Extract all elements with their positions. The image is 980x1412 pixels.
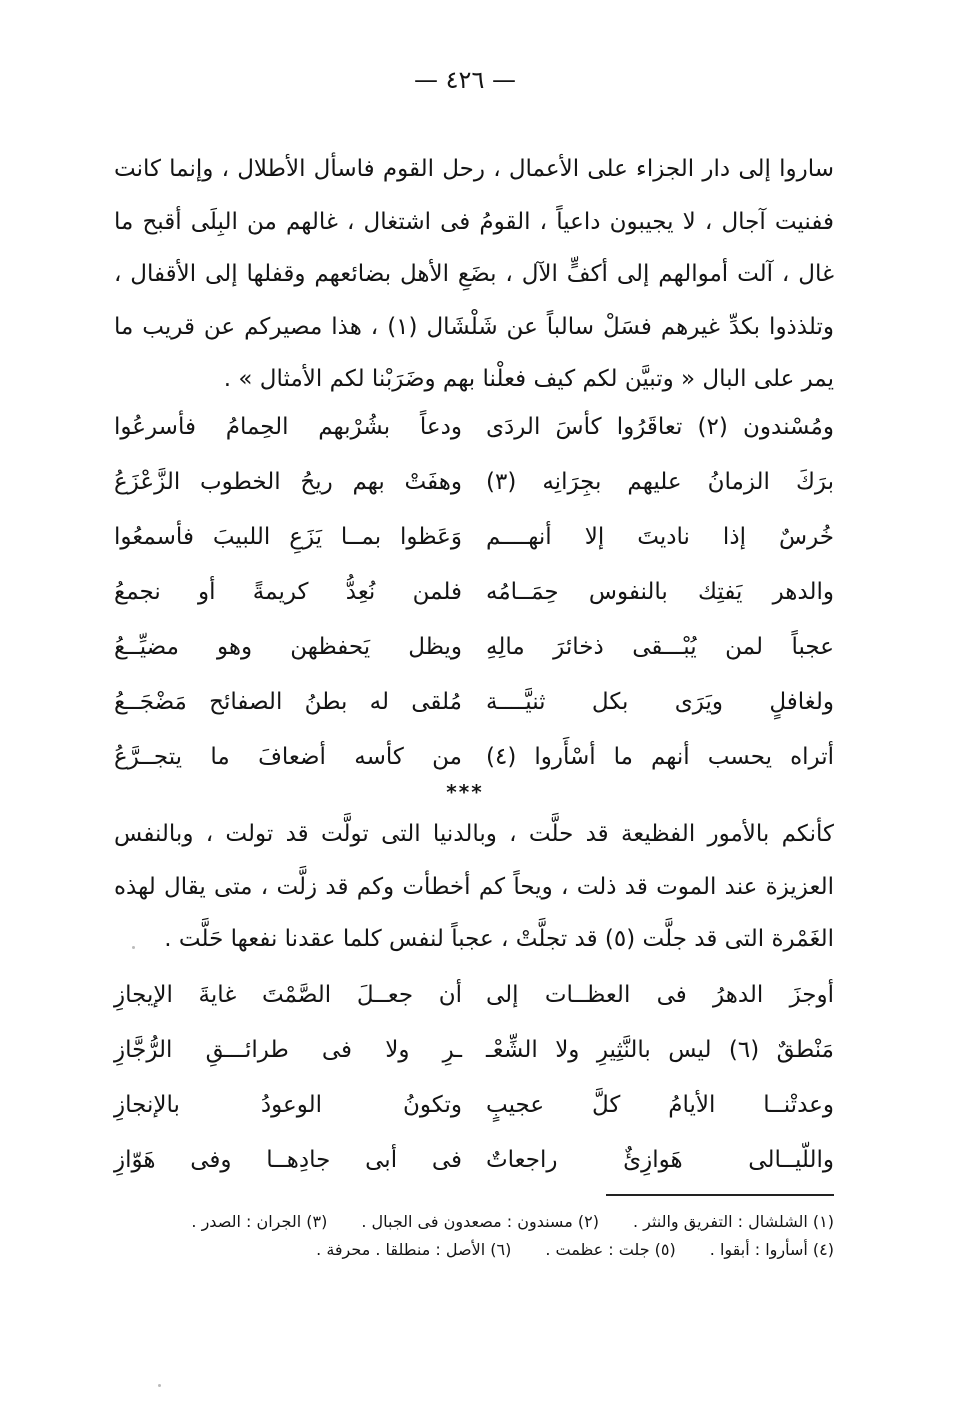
section-separator: ***	[446, 780, 484, 804]
first-hemistich: أوجزَ الدهرُ فى العظــات إلى	[486, 982, 834, 1008]
footnote: (١) الشلشال : التفريق والنثر .	[632, 1212, 834, 1231]
prose-paragraph-1: ساروا إلى دار الجزاء على الأعمال ، رحل القوم فاسأل الأطلال ، وإنما كانت ففنيت آجال ، لا يجيبون داعياً ، القومُ فى اشتغال ، غالهم من البِلَى أقبح ما غال ، آلت أموالهم إلى أكفٍّ الآل ، بضَعِ الأهل بضائعهم وقفلها إلى الأقفال ، وتلذذوا بكدِّ غيرهم فسَلْ سالباً عن شَلْشَال (١) ، هذا مصيركم عن قريب ما يمر على البال « وتبيَّن لكم كيف فعلْنا بهم وضَرَبْنا لكم الأمثال » .	[114, 156, 834, 392]
first-hemistich: مَنْطقٌ (٦) ليس بالنَّثِيرِ ولا الشِّعْـ	[486, 1037, 834, 1063]
poem-2	[114, 968, 834, 1188]
verse	[114, 400, 834, 455]
second-hemistich: مُلقى له بطنُ الصفائح مَضْجَــعُ	[114, 689, 462, 715]
verse	[114, 1133, 834, 1188]
scan-speck	[132, 946, 135, 949]
page-number: — ٤٢٦ —	[414, 66, 516, 94]
footnote: (٥) جلت : عظمت .	[545, 1240, 676, 1259]
second-hemistich: ودعاً بشُرْبهم الحِمامُ فأسرعُوا	[114, 414, 462, 440]
first-hemistich: أتراه يحسب أنهم ما أسْأَروا (٤)	[486, 744, 834, 770]
verse	[114, 565, 834, 620]
verse	[114, 968, 834, 1023]
first-hemistich: والدهر يَفتِك بالنفوس حِمَــامُه	[486, 579, 834, 605]
first-hemistich: برَكَ الزمانُ عليهم بجِرَانِه (٣)	[486, 469, 834, 495]
verse	[114, 620, 834, 675]
footnote: (٤) أسأروا : أبقوا .	[709, 1240, 834, 1259]
first-hemistich: ولغافلٍ ويَرَى بكل ثنيَّــــة	[486, 689, 834, 715]
second-hemistich: فى أبى جادِهــا وفى هَوّازِ	[114, 1147, 462, 1173]
verse	[114, 1078, 834, 1133]
footnote: (٦) الأصل : منطلقا . محرفة .	[316, 1240, 512, 1259]
second-hemistich: وَعَظوا بمــا يَزَعِ اللبيبَ فأسمعُوا	[114, 524, 462, 550]
verse	[114, 455, 834, 510]
second-hemistich: ـرِ ولا فى طرائـــقِ الرُّجَّازِ	[114, 1037, 462, 1063]
second-hemistich: وتكونُ الوعودُ بالإنجازِ	[114, 1092, 462, 1118]
first-hemistich: واللّيــالى هَوازِئٌ راجعاتٌ	[486, 1147, 834, 1173]
footnote: (٢) مسندون : مصعدون فى الجبال .	[361, 1212, 599, 1231]
footnote-line	[114, 1236, 834, 1264]
second-hemistich: أن جعــلَ الصَّمْتَ غايةَ الإيجازِ	[114, 982, 462, 1008]
second-hemistich: من كأسه أضعافَ ما يتجــرَّعُ	[114, 744, 462, 770]
first-hemistich: وعدتْنــا الأيامُ كلَّ عجيبٍ	[486, 1092, 834, 1118]
first-hemistich: خُرسٌ إذا ناديتَ إلا أنهــــم	[486, 524, 834, 550]
verse	[114, 675, 834, 730]
footnote-line	[114, 1208, 834, 1236]
poem-1	[114, 400, 834, 785]
footnotes	[114, 1208, 834, 1264]
first-hemistich: عجباً لمن يُبْـــقى ذخائرَ مالِهِ	[486, 634, 834, 660]
prose-paragraph-2: كأنكم بالأمور الفظيعة قد حلَّت ، وبالدنيا التى تولَّت قد تولت ، وبالنفس العزيزة عند الموت قد ذلت ، ويحاً كم أخطأت وكم قد زلَّت ، متى يقال لهذه الغَمْرة التى قد جلَّت (٥) قد تجلَّتْ ، عجباً لنفس كلما عقدنا نفعها حَلَّت .	[114, 821, 834, 952]
verse	[114, 510, 834, 565]
second-hemistich: فلمن نُعِدُّ كريمةً أو نجمعُ	[114, 579, 462, 605]
first-hemistich: ومُسْندون (٢) تعاقَرُوا كأسَ الردَى	[486, 414, 834, 440]
scan-speck	[158, 1384, 161, 1387]
footnote-divider	[606, 1194, 834, 1196]
second-hemistich: ويظل يَحفظهن وهو مضيِّــعُ	[114, 634, 462, 660]
verse	[114, 1023, 834, 1078]
footnote: (٣) الجران : الصدر .	[191, 1212, 328, 1231]
verse	[114, 730, 834, 785]
second-hemistich: وهفَتْ بهم ريحُ الخطوب الزَّعْزَعُ	[114, 469, 462, 495]
